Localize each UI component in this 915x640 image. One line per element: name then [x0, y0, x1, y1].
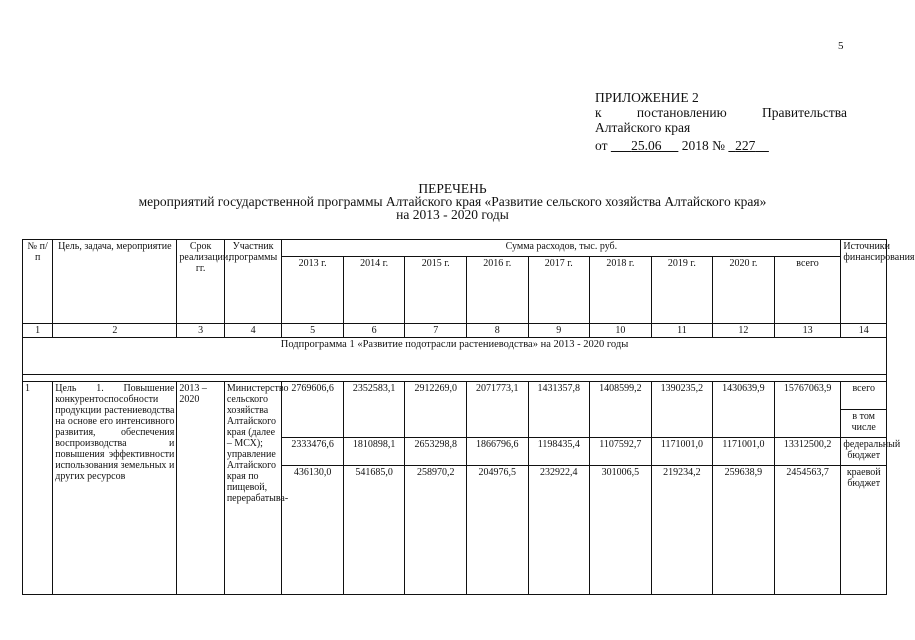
header-participant: Участник программы — [224, 240, 282, 324]
program-table — [22, 239, 915, 595]
value-2013: 2769606,6 — [282, 382, 344, 438]
value-2014: 541685,0 — [343, 466, 405, 595]
col-number: 6 — [343, 324, 405, 338]
header-year-2016: 2016 г. — [466, 257, 528, 324]
value-total: 13312500,2 — [774, 438, 841, 466]
header-expenses: Сумма расходов, тыс. руб. — [282, 240, 841, 257]
spacer-row — [23, 375, 887, 382]
doc-period: на 2013 - 2020 годы — [396, 207, 509, 222]
col-number: 11 — [651, 324, 713, 338]
appendix-line-2 — [595, 105, 847, 120]
appendix-block — [595, 90, 847, 153]
appendix-k: к — [595, 105, 602, 120]
value-2014: 1810898,1 — [343, 438, 405, 466]
header-goal: Цель, задача, мероприятие — [53, 240, 177, 324]
row-participant: Министерство сельского хозяйства Алтайского края (далее – МСХ); управление Алтайского края по пищевой, перерабатыва- — [224, 382, 282, 595]
col-number: 3 — [177, 324, 224, 338]
header-year-2020: 2020 г. — [713, 257, 775, 324]
col-number: 4 — [224, 324, 282, 338]
header-year-2017: 2017 г. — [528, 257, 590, 324]
appendix-region: Алтайского края — [595, 120, 691, 135]
row-term: 2013 – 2020 — [177, 382, 224, 595]
row-goal: Цель 1. Повышение конкурентоспособности продукции растениеводства на основе его интенсивного развития, обеспечения воспроизводства и повышения эффективности использования земельных и других ресурсов — [53, 382, 177, 595]
value-2015: 258970,2 — [405, 466, 467, 595]
date-prefix: от — [595, 138, 608, 153]
header-term: Срок реализации, гг. — [177, 240, 224, 324]
header-year-2014: 2014 г. — [343, 257, 405, 324]
value-2019: 1390235,2 — [651, 382, 713, 438]
value-2013: 436130,0 — [282, 466, 344, 595]
value-2018: 1107592,7 — [590, 438, 652, 466]
value-2017: 232922,4 — [528, 466, 590, 595]
spacer-cell — [23, 375, 887, 382]
col-number: 1 — [23, 324, 53, 338]
value-2020: 1430639,9 — [713, 382, 775, 438]
col-number: 13 — [774, 324, 841, 338]
page-number: 5 — [838, 40, 844, 52]
decree-number: 227 — [735, 138, 756, 153]
decree-year: 2018 № — [681, 138, 725, 153]
value-2017: 1431357,8 — [528, 382, 590, 438]
value-2015: 2653298,8 — [405, 438, 467, 466]
table-row — [23, 382, 887, 410]
value-total: 2454563,7 — [774, 466, 841, 595]
appendix-title: ПРИЛОЖЕНИЕ 2 — [595, 90, 699, 105]
value-2020: 1171001,0 — [713, 438, 775, 466]
col-number: 12 — [713, 324, 775, 338]
decree-date: 25.06 — [631, 138, 662, 153]
column-numbers-row — [23, 324, 887, 338]
header-num: № п/п — [23, 240, 53, 324]
value-2016: 204976,5 — [466, 466, 528, 595]
source-including: в том числе — [841, 410, 887, 438]
header-row — [23, 240, 887, 257]
appendix-decree: постановлению — [636, 105, 727, 120]
col-number: 5 — [282, 324, 344, 338]
value-2016: 1866796,6 — [466, 438, 528, 466]
source-federal: федеральный бюджет — [841, 438, 887, 466]
value-2019: 219234,2 — [651, 466, 713, 595]
header-total: всего — [774, 257, 841, 324]
header-year-2013: 2013 г. — [282, 257, 344, 324]
col-number: 10 — [590, 324, 652, 338]
header-sources: Источники финансирования — [841, 240, 887, 324]
doc-title: ПЕРЕЧЕНЬ — [418, 181, 487, 196]
appendix-government: Правительства — [762, 105, 847, 120]
header-year-2015: 2015 г. — [405, 257, 467, 324]
col-number: 14 — [841, 324, 887, 338]
value-total: 15767063,9 — [774, 382, 841, 438]
subprogram-row — [23, 338, 887, 375]
source-regional: краевой бюджет — [841, 466, 887, 595]
row-num: 1 — [23, 382, 53, 595]
value-2015: 2912269,0 — [405, 382, 467, 438]
col-number: 8 — [466, 324, 528, 338]
value-2013: 2333476,6 — [282, 438, 344, 466]
value-2018: 301006,5 — [590, 466, 652, 595]
value-2016: 2071773,1 — [466, 382, 528, 438]
value-2020: 259638,9 — [713, 466, 775, 595]
header-year-2019: 2019 г. — [651, 257, 713, 324]
value-2019: 1171001,0 — [651, 438, 713, 466]
col-number: 2 — [53, 324, 177, 338]
doc-subtitle: мероприятий государственной программы Алтайского края «Развитие сельского хозяйства Алтайского края» — [138, 194, 767, 209]
col-number: 9 — [528, 324, 590, 338]
header-year-2018: 2018 г. — [590, 257, 652, 324]
value-2018: 1408599,2 — [590, 382, 652, 438]
value-2014: 2352583,1 — [343, 382, 405, 438]
subprogram-title: Подпрограмма 1 «Развитие подотрасли растениеводства» на 2013 - 2020 годы — [23, 338, 887, 375]
value-2017: 1198435,4 — [528, 438, 590, 466]
source-total: всего — [841, 382, 887, 410]
appendix-date-line — [595, 138, 847, 153]
col-number: 7 — [405, 324, 467, 338]
